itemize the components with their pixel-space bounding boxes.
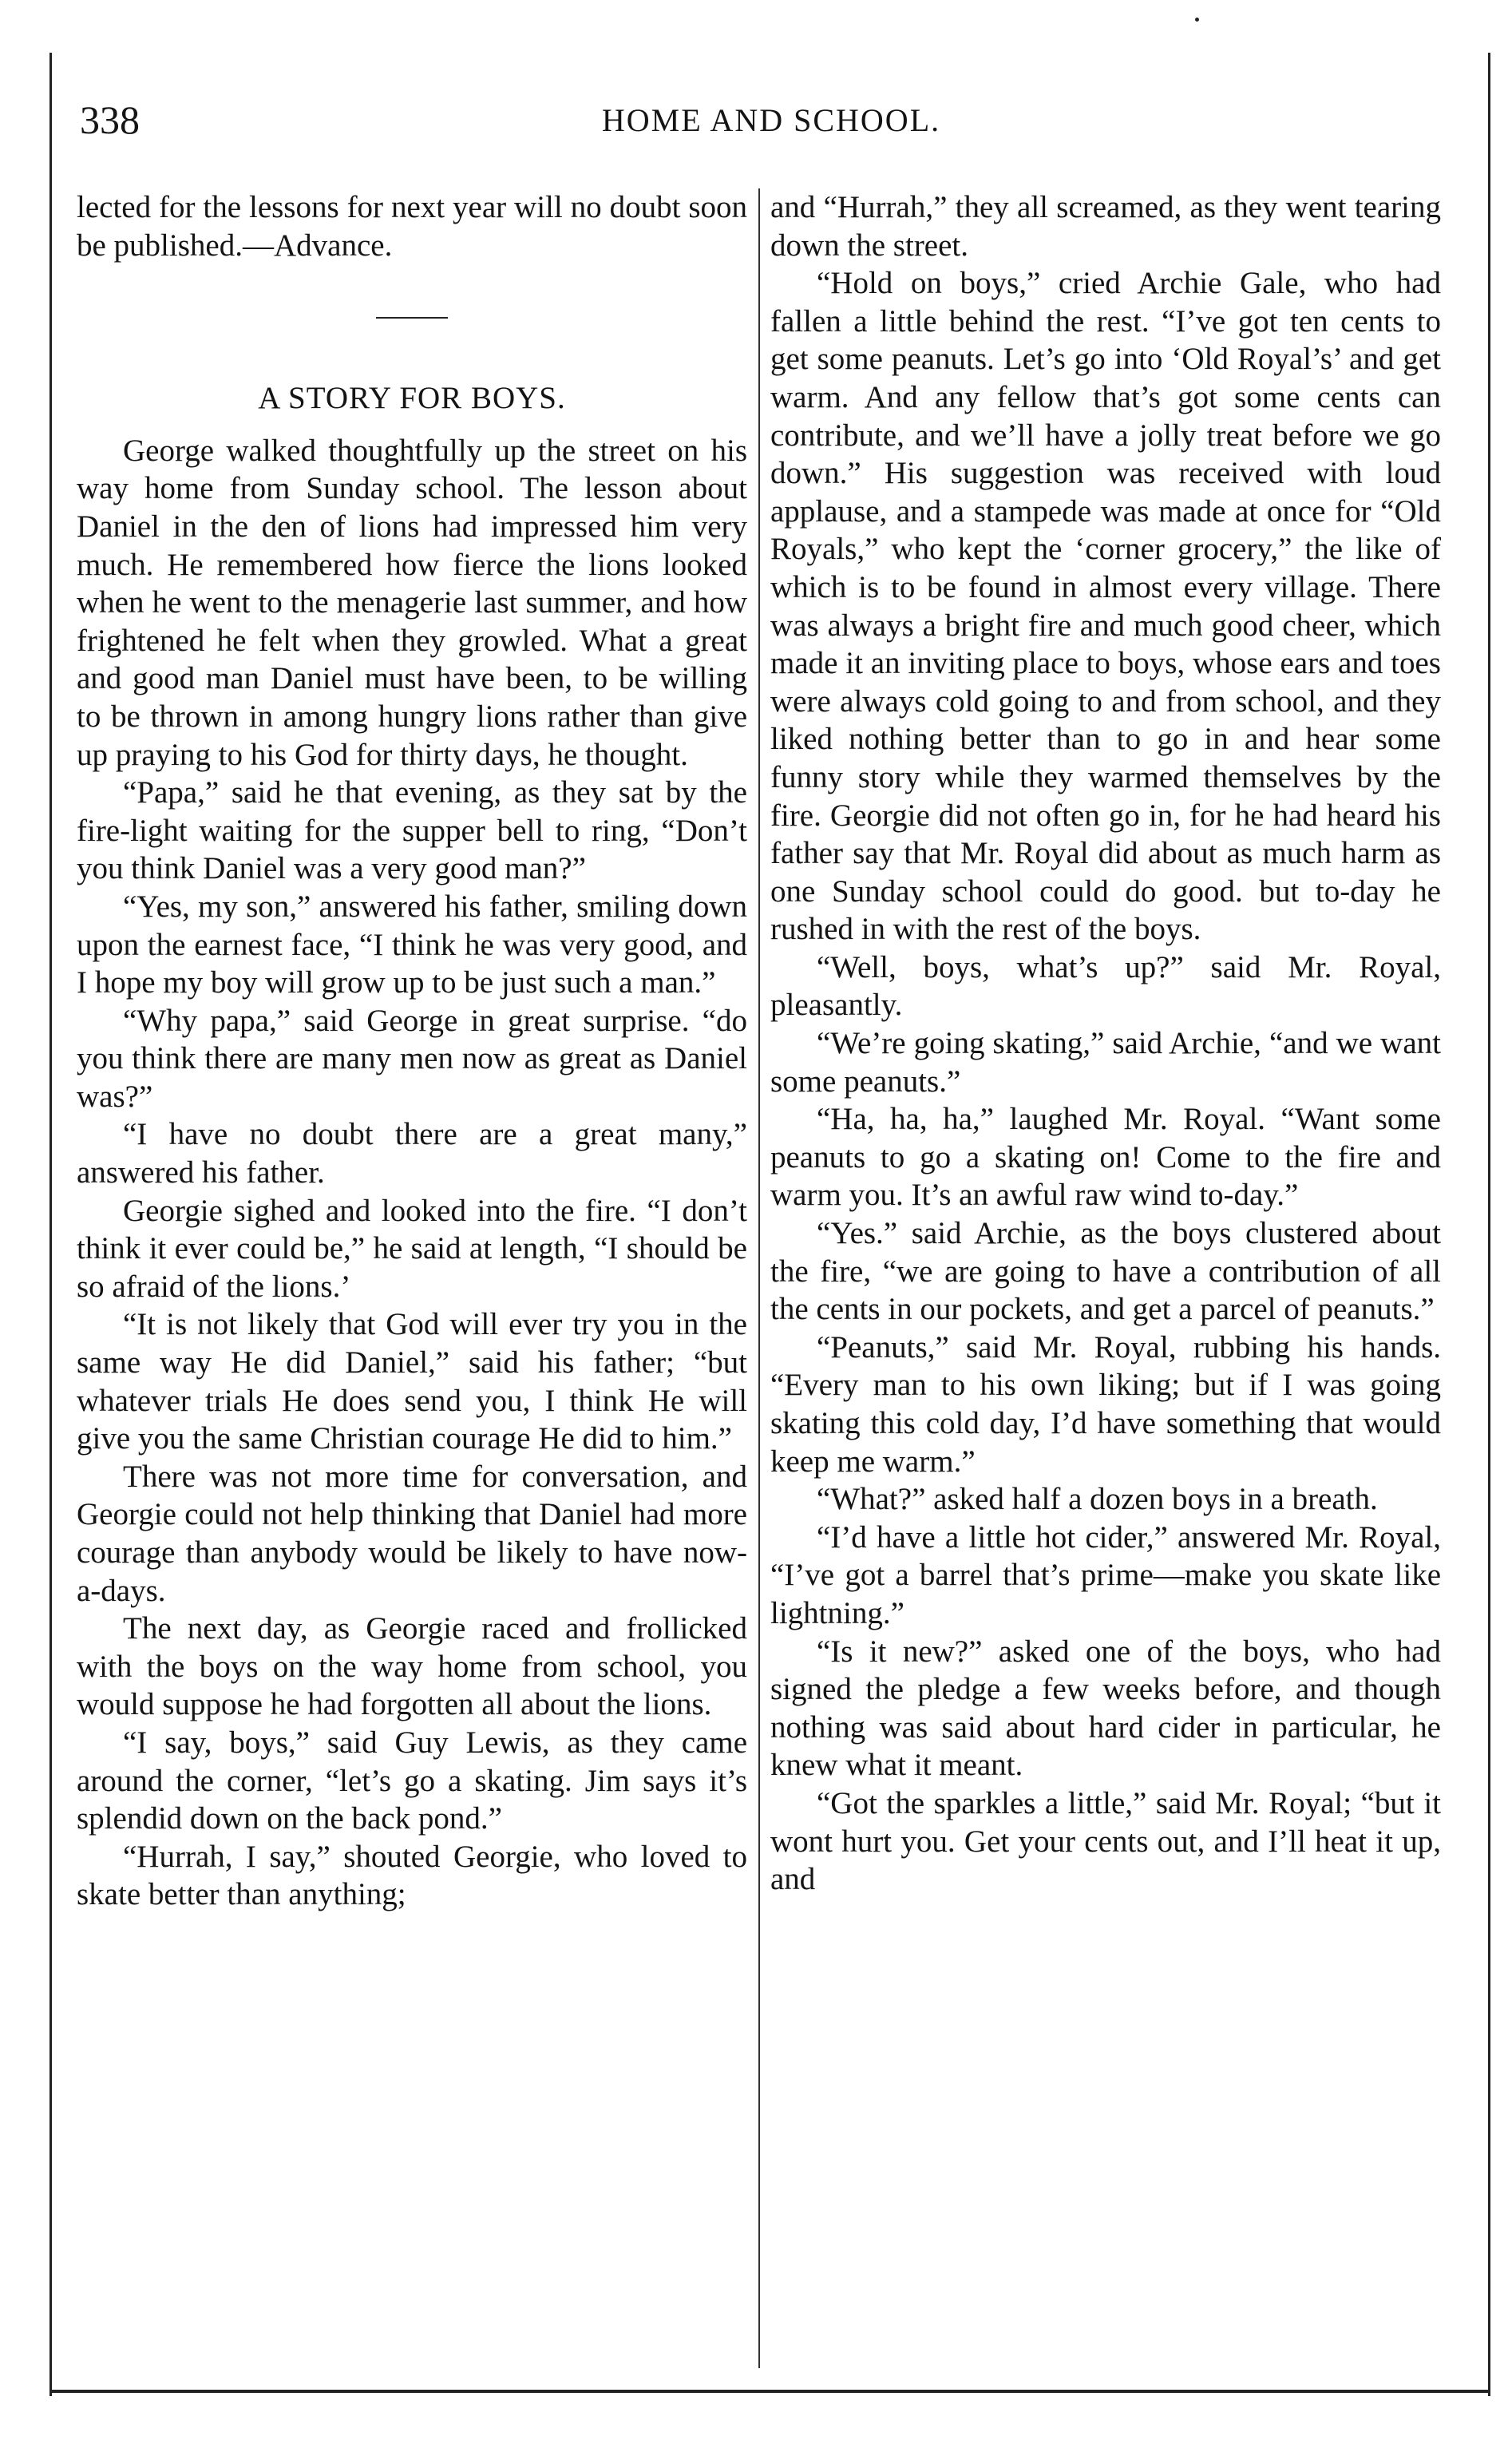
page-border-left [49, 53, 52, 2396]
paragraph: George walked thoughtfully up the street on his way home from Sunday school. The lesson about Daniel in the den of lions had impressed him very much. He remembered how fierce the lions looked when he went to the menagerie last summer, and how frightened he felt when they growled. What a great and good man Daniel must have been, to be willing to be thrown in among hungry lions rather than give up praying to his God for thirty days, he thought. [77, 433, 747, 772]
paragraph: “We’re going skating,” said Archie, “and we want some peanuts.” [770, 1026, 1441, 1099]
ink-speck [1195, 18, 1199, 22]
page-header [80, 96, 1463, 152]
page-number: 338 [80, 97, 140, 142]
paragraph: “Yes.” said Archie, as the boys clustered about the fire, “we are going to have a contribution of all the cents in our pockets, and get a parcel of peanuts.” [770, 1216, 1441, 1327]
article-title: A STORY FOR BOYS. [258, 381, 566, 416]
paragraph: “I’d have a little hot cider,” answered Mr. Royal, “I’ve got a barrel that’s prime—make you skate like lightning.” [770, 1519, 1441, 1630]
right-column [770, 188, 1441, 1899]
paragraph: “Got the sparkles a little,” said Mr. Royal; “but it wont hurt you. Get your cents out, and I’ll heat it up, and [770, 1785, 1441, 1897]
paragraph: “Hold on boys,” cried Archie Gale, who had fallen a little behind the rest. “I’ve got ten cents to get some peanuts. Let’s go into ‘Old Royal’s’ and get warm. And any fellow that’s got some cents can contribute, and we’ll have a jolly treat before we go down.” His suggestion was received with loud applause, and a stampede was made at once for “Old Royals,” who kept the ‘corner grocery,” the like of which is to be found in almost every village. There was always a bright fire and much good cheer, which made it an inviting place to boys, whose ears and toes were always cold going to and from school, and they liked nothing better than to go in and hear some funny story while they warmed themselves by the fire. Georgie did not often go in, for he had heard his father say that Mr. Royal did about as much harm as one Sunday school could do good. but to-day he rushed in with the rest of the boys. [770, 266, 1441, 947]
paragraph: The next day, as Georgie raced and frollicked with the boys on the way home from school, you would suppose he had forgotten all about the lions. [77, 1611, 747, 1722]
paragraph: “Yes, my son,” answered his father, smiling down upon the earnest face, “I think he was very good, and I hope my boy will grow up to be just such a man.” [77, 889, 747, 1000]
paragraph: “Peanuts,” said Mr. Royal, rubbing his hands. “Every man to his own liking; but if I was going skating this cold day, I’d have something that would keep me warm.” [770, 1329, 1441, 1479]
paragraph: “I have no doubt there are a great many,” answered his father. [77, 1117, 747, 1190]
left-column [77, 188, 747, 1914]
paragraph: There was not more time for conversation, and Georgie could not help thinking that Daniel had more courage than anybody would be likely to have now-a-days. [77, 1459, 747, 1608]
running-head: HOME AND SCHOOL. [601, 102, 941, 138]
paragraph: “Hurrah, I say,” shouted Georgie, who loved to skate better than anything; [77, 1839, 747, 1912]
page-border-right [1488, 53, 1490, 2396]
paragraph: “Ha, ha, ha,” laughed Mr. Royal. “Want some peanuts to go a skating on! Come to the fire and warm you. It’s an awful raw wind to-day.” [770, 1102, 1441, 1213]
paragraph: “It is not likely that God will ever try you in the same way He did Daniel,” said his father; “but whatever trials He does send you, I think He will give you the same Christian courage He did to him.” [77, 1307, 747, 1456]
column-divider [758, 188, 760, 2368]
paragraph: “Why papa,” said George in great surprise. “do you think there are many men now as great as Daniel was?” [77, 1003, 747, 1114]
page-border-bottom [49, 2390, 1490, 2393]
paragraph: “What?” asked half a dozen boys in a breath. [817, 1482, 1378, 1517]
continued-paragraph: and “Hurrah,” they all screamed, as they went tearing down the street. [770, 190, 1441, 263]
section-divider-dash [376, 317, 448, 319]
lead-in-paragraph: lected for the lessons for next year will no doubt soon be published.—Advance. [77, 190, 747, 263]
paragraph: Georgie sighed and looked into the fire. “I don’t think it ever could be,” he said at length, “I should be so afraid of the lions.’ [77, 1193, 747, 1304]
paragraph: “Is it new?” asked one of the boys, who had signed the pledge a few weeks before, and though nothing was said about hard cider in particular, he knew what it meant. [770, 1634, 1441, 1783]
paragraph: “Well, boys, what’s up?” said Mr. Royal, pleasantly. [770, 949, 1441, 1023]
paragraph: “Papa,” said he that evening, as they sat by the fire-light waiting for the supper bell to ring, “Don’t you think Daniel was a very good man?” [77, 775, 747, 886]
paragraph: “I say, boys,” said Guy Lewis, as they came around the corner, “let’s go a skating. Jim says it’s splendid down on the back pond.” [77, 1725, 747, 1836]
